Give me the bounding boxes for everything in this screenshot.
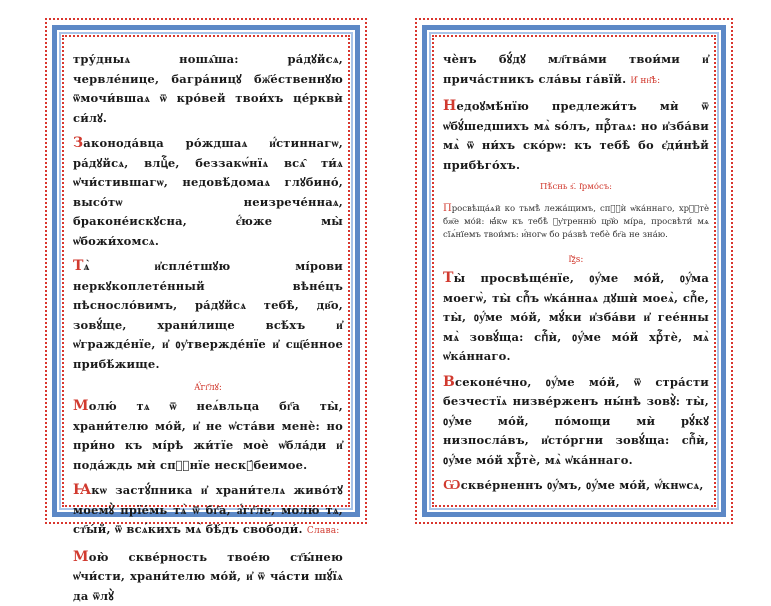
paragraph-text: тру́дныѧ ношѧ̑ша: ра́дꙋйсѧ, червле́нице, багра́ницꙋ бж҃е́ственнꙋю ѿмочи́вшаѧ ѿ кро́вей твои́хъ це́рквѝ си́лꙋ. [73,52,343,125]
left-page-text [73,50,343,500]
paragraph-1 [73,50,343,128]
paragraph-2 [443,97,709,175]
paragraph-4 [73,397,343,475]
paragraph-text: скве́рненнъ ᲂу҆́мъ, ᲂу҆́ме мо́й, ѡ҆́кнѡсѧ, [461,478,704,492]
paragraph-4 [443,373,709,471]
paragraph-3 [73,257,343,374]
paragraph-1 [443,50,709,91]
initial-capital: П [443,203,452,214]
paragraph-text: ы̀ просвѣще́нїе, ᲂу҆́ме мо́й, ᲂу҆́ма моегѡ̀, ты̀ спⷭ҇ъ ѡ҆ка́ннаѧ дꙋшѝ моеѧ̀, спⷭ҇е, ты̀, ᲂу҆́ме мо́й, мꙋ́ки и҆зба́ви и҆ гее́нны мѧ̀ зовꙋ́ща: спⷭ҇ѝ, ᲂу҆́ме мо́й хрⷭ҇тѐ, мѧ̀ ѡ҆ка́ннаго. [443,271,709,363]
initial-capital: Ꙗ [73,482,91,498]
right-page [415,18,733,524]
left-page [45,18,367,524]
ode-header: Пѣ́снь ѕ҃. І҆рмо́съ: [443,181,709,192]
paragraph-text: ою̀ скве́рность твое́ю ст҃ы́нею ѡ҆чи́сти, храни́телю мо́й, и҆ ѿ ча́сти шꙋ́їѧ да ѿлꙋ̀ [73,550,343,603]
rubric-angel: А҆́гг҃лꙋ: [73,380,343,393]
initial-capital: З [73,135,83,151]
initial-capital: Ѡ [443,477,461,493]
paragraph-5 [73,481,343,542]
paragraph-text: едоꙋмѣ́нїю предлежи́тъ мѝ ѿ ѡ҆бꙋ́шедшихъ мѧ̀ ѕо́лъ, прⷭ҇таѧ: но и҆зба́ви мѧ̀ ѿ ни́хъ ско́рѡ: къ тебѣ̀ бо є҆ди́нѣй прибѣго́хъ. [443,99,709,172]
paragraph-text: ѧ̀ и҆спле́тшꙋю мі́рови неркꙋкоплете́нный вѣне́цъ пѣсносло́вимъ, ра́дꙋйсѧ тебѣ̀, дв҃о, зовꙋ́ще, храни́лище всѣ́хъ и҆ ѡ҆гражде́нїе, и҆ ᲂу҆твержде́нїе и҆ сщ҃е́нное прибѣ́жище. [73,259,343,371]
rubric-now: И҆ нн҃ѣ: [631,76,661,86]
initial-capital: М [73,549,89,565]
paragraph-6 [73,548,343,606]
right-page-text [443,50,709,500]
rubric-ref: І҆ꙁ҃ѕ: [443,252,709,265]
paragraph-text: аконода́вца ро́ждшаѧ и҆́стиннагѡ, ра́дꙋйсѧ, влцⷭ҇е, беззакѡ́нїѧ всѧ̑ ти́ѧ ѡ҆чи́стившагѡ, недовѣ́домаѧ глꙋбино́, высо́тѡ неизрече́ннаѧ, браконе́искꙋсна, є҆́юже мы̀ ѡ҆божи́хомсѧ. [73,136,343,248]
paragraph-text: кѡ застꙋ́пника и҆ храни́телѧ живо́тꙋ моемꙋ̀ прїе́мь тѧ̀ ѿ бг҃а, а҆́гг҃ле, молю́ тѧ, ст҃ы́й, ѿ всѧ́кихъ мѧ̀ бѣ́дъ свободи́. [73,483,343,536]
paragraph-text: секоне́чно, ᲂу҆́ме мо́й, ѿ стра́сти безчестїѧ низве́рженъ ны́нѣ зовꙋ̀: ты̀, ᲂу҆́ме мо́й, по́мощи мѝ рꙋ́кꙋ низпосла́въ, и҆сто́ргни зовꙋ́ща: спⷭ҇ѝ, ᲂу҆́ме мо́й хрⷭ҇тѐ, мѧ̀ ѡ҆ка́ннаго. [443,375,709,467]
initial-capital: Н [443,98,456,114]
initial-capital: В [443,374,455,390]
irmos-text [443,202,709,242]
initial-capital: Т [443,270,454,286]
paragraph-text: росвѣща́ѧй ко тьмѣ̀ лежа́щимъ, спⷭ҇ѝ ѡ҆ка́ннаго, хрⷭ҇тѐ бж҃е мо́й: ꙗ҆́кѡ къ тебѣ̀ ᲂу҆тренню́ цр҃ю̀ мі́ра, просвѣти́ мѧ сїѧ́нїемъ твои́мъ: и҆́ногѡ бо ра́звѣ тебѐ бг҃а не зна́ю. [443,204,709,240]
paragraph-text: олю́ тѧ ѿ неѧ́вльца бг҃а ты̀, храни́телю мо́й, и҆ не ѡ҆ста́ви менѐ: но при́но къ мі́рѣ жи́тїе моѐ ѡ҆бла́ди и҆ пода́ждь мѝ спⷭ҇нїе нескꙋ́беимое. [73,399,343,472]
paragraph-3 [443,269,709,367]
paragraph-5 [443,476,709,496]
rubric-glory: Слава: [307,526,340,536]
initial-capital: Т [73,258,84,274]
paragraph-text: чѐнъ бꙋ́дꙋ мл҃тва́ми твои́ми и҆ прича́стникъ сла́вы га́вїй. [443,52,709,86]
paragraph-2 [73,134,343,251]
initial-capital: М [73,398,89,414]
